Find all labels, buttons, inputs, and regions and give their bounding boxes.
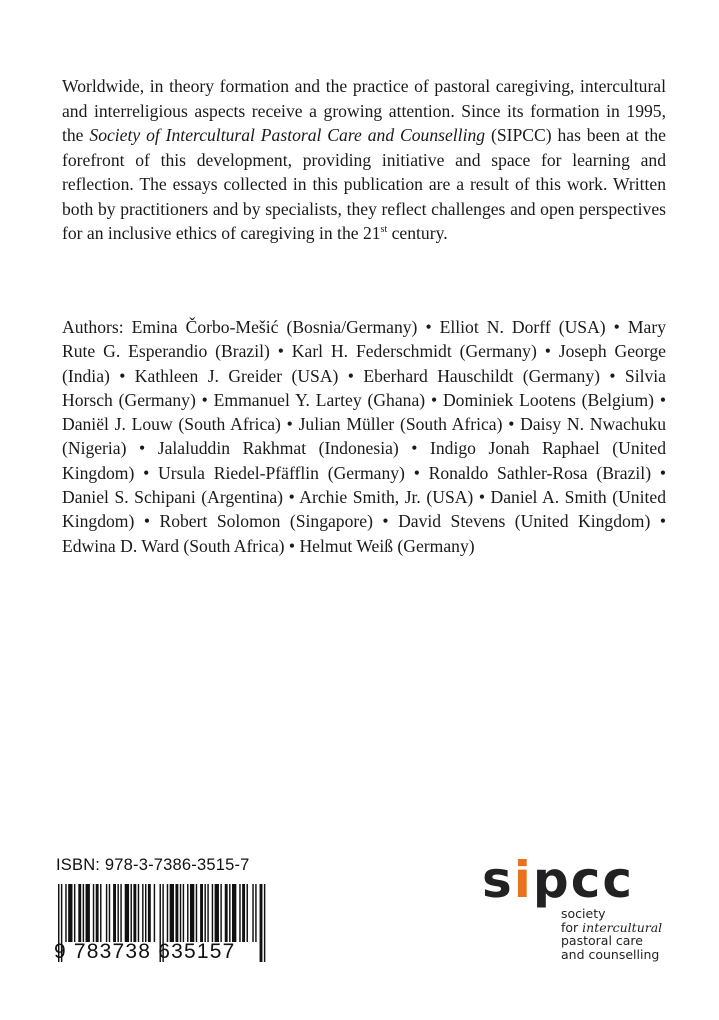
blurb-part-2: (SIPCC) has been at the forefront of this development, providing initiative and space for learning and reflection. The essays collected in this publication are a result of this work. Written both by practitioners and by specialists, they reflect challenges and open perspectives for an inclusive ethics of caregiving in the 21 xyxy=(62,125,666,243)
barcode-bar xyxy=(120,884,121,942)
authors-list: Authors: Emina Čorbo-Mešić (Bosnia/Germany) • Elliot N. Dorff (USA) • Mary Rute G. Esperandio (Brazil) • Karl H. Federschmidt (Germany) • Joseph George (India) • Kathleen J. Greider (USA) • Eberhard Hauschildt (Germany) • Silvia Horsch (Germany) • Emmanuel Y. Lartey (Ghana) • Dominiek Lootens (Belgium) • Daniël J. Louw (South Africa) • Julian Müller (South Africa) • Daisy N. Nwachuku (Nigeria) • Jalaluddin Rakhmat (Indonesia) • Indigo Jonah Raphael (United Kingdom) • Ursula Riedel-Pfäfflin (Germany) • Ronaldo Sathler-Rosa (Brazil) • Daniel S. Schipani (Argentina) • Archie Smith, Jr. (USA) • Daniel A. Smith (United Kingdom) • Robert Solomon (Singapore) • David Stevens (United Kingdom) • Edwina D. Ward (South Africa) • Helmut Weiß (Germany) xyxy=(62,317,666,556)
barcode-bar xyxy=(74,884,75,942)
barcode-bar xyxy=(175,884,178,942)
blurb-part-3: century. xyxy=(387,223,448,243)
barcode-bar xyxy=(133,884,136,942)
logo-letter-i: i xyxy=(513,851,533,909)
barcode-bar xyxy=(125,884,129,942)
barcode-bar xyxy=(142,884,143,942)
barcode-bar xyxy=(117,884,118,942)
isbn-label: ISBN: 978-3-7386-3515-7 xyxy=(56,856,250,874)
barcode-bar xyxy=(170,884,174,942)
barcode-bar xyxy=(229,884,230,942)
barcode-bar xyxy=(239,884,240,942)
barcode-bar xyxy=(68,884,72,942)
barcode-bar xyxy=(215,884,219,942)
barcode-bar xyxy=(252,884,253,942)
barcode-bar xyxy=(145,884,146,942)
logo-letter-s: s xyxy=(482,851,514,909)
barcode-bar xyxy=(106,884,107,942)
barcode-bar xyxy=(100,884,101,942)
tagline-line-1: society xyxy=(561,906,606,921)
barcode-bar xyxy=(93,884,94,942)
tagline-for: for xyxy=(561,919,583,935)
barcode-bar xyxy=(154,884,155,942)
barcode-bar xyxy=(183,884,184,942)
barcode-bar xyxy=(96,884,99,942)
barcode-bar xyxy=(131,884,132,942)
barcode-bar xyxy=(78,884,81,942)
barcode-bar xyxy=(255,884,256,942)
barcode-bar xyxy=(242,884,245,942)
logo-tagline xyxy=(561,907,662,961)
barcode-bar xyxy=(83,884,84,942)
barcode-bar xyxy=(190,884,194,942)
barcode-digits: 9 783738 635157 xyxy=(54,940,236,963)
logo-letters-pcc: pcc xyxy=(532,851,634,909)
barcode-bar xyxy=(232,884,236,942)
barcode-bar xyxy=(86,884,90,942)
barcode-bar xyxy=(148,884,151,942)
tagline-intercultural: intercultural xyxy=(582,919,663,935)
back-cover-blurb xyxy=(62,74,666,246)
barcode-bar xyxy=(247,884,248,942)
barcode-bar xyxy=(187,884,188,942)
barcode-bar xyxy=(180,884,181,942)
barcode-bar xyxy=(200,884,203,942)
tagline-line-2 xyxy=(561,921,662,935)
barcode-bar xyxy=(65,884,66,942)
barcode-bar xyxy=(212,884,213,942)
barcode-bar xyxy=(207,884,208,942)
barcode-bar xyxy=(113,884,116,942)
barcode-bar xyxy=(204,884,205,942)
barcode-bar xyxy=(225,884,228,942)
sipcc-logo xyxy=(482,850,682,970)
ordinal-superscript: st xyxy=(380,224,388,236)
barcode-bar xyxy=(196,884,197,942)
society-name: Society of Intercultural Pastoral Care and Counselling xyxy=(89,125,486,145)
barcode-bar xyxy=(138,884,139,942)
tagline-line-3: pastoral care xyxy=(561,933,643,948)
tagline-line-4: and counselling xyxy=(561,946,660,962)
logo-wordmark xyxy=(482,850,634,910)
barcode-bar xyxy=(109,884,110,942)
barcode-bar xyxy=(220,884,221,942)
barcode-bar xyxy=(167,884,168,942)
blurb-part-1: Worldwide, in theory formation and the practice of pastoral caregiving, intercultural and interreligious aspects receive a growing attention. Since its formation in 1995, the xyxy=(62,76,666,145)
